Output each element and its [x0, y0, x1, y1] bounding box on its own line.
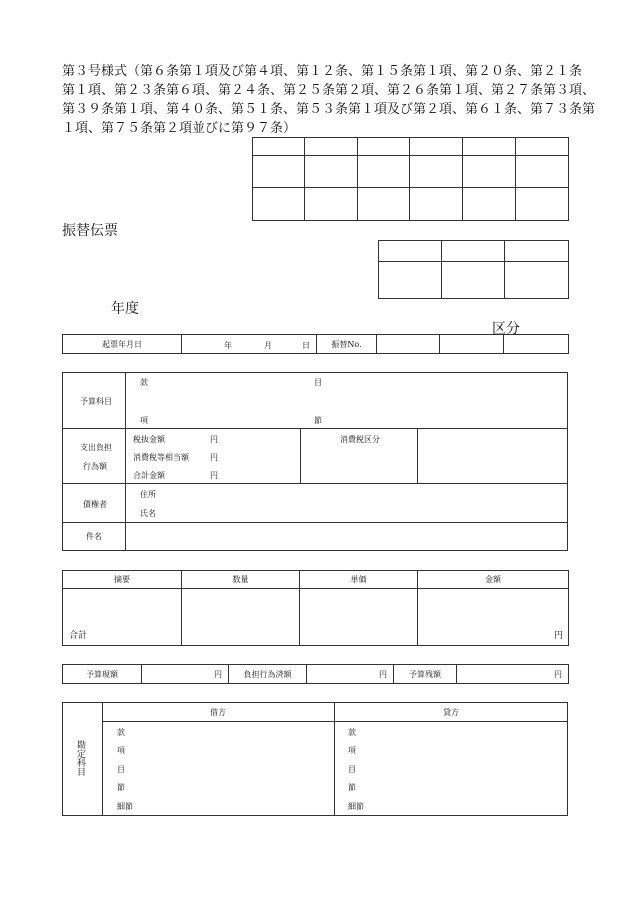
stamp-cell[interactable] — [442, 241, 505, 262]
budget-balance-row — [62, 664, 569, 684]
shimei-label: 氏名 — [140, 509, 156, 518]
debit-moku-label: 目 — [117, 765, 125, 774]
kanjo-section — [62, 702, 568, 816]
furikae-no-field[interactable] — [377, 335, 440, 354]
credit-kou-label: 項 — [348, 746, 356, 755]
date-month-unit: 月 — [264, 341, 272, 350]
stamp-cell[interactable] — [379, 262, 442, 299]
stamp-cell[interactable] — [410, 188, 463, 221]
header-line-4: １項、第７５条第２項並びに第９７条） — [62, 121, 297, 136]
stamp-cell[interactable] — [358, 156, 410, 188]
zei-kubun-label: 消費税区分 — [340, 435, 380, 444]
yen-unit: 円 — [553, 631, 563, 641]
stamp-cell[interactable] — [442, 262, 505, 299]
debit-kou-label: 項 — [117, 746, 125, 755]
date-day-unit: 日 — [302, 341, 310, 350]
header-line-1: 第３号様式（第６条第１項及び第４項、第１２条、第１５条第１項、第２０条、第２１条 — [62, 64, 583, 79]
tanka-cell[interactable] — [300, 589, 418, 646]
kan-label: 款 — [140, 378, 148, 387]
furikae-no-field[interactable] — [440, 335, 504, 354]
debit-setsu-label: 節 — [117, 783, 125, 792]
gokei-kingaku-label: 合計金額 — [133, 471, 165, 480]
credit-setsu-label: 節 — [348, 783, 356, 792]
stamp-cell[interactable] — [358, 138, 410, 156]
tekiyo-cell[interactable] — [63, 589, 182, 646]
furikae-no-label: 振替No. — [317, 335, 377, 354]
futan-zumi-field[interactable] — [307, 665, 394, 684]
debit-kan-label: 款 — [117, 728, 125, 737]
gokei-label: 合計 — [69, 631, 88, 641]
approval-stamp-grid — [252, 137, 569, 221]
stamp-cell[interactable] — [463, 188, 516, 221]
shishutsu-label-2: 行為額 — [83, 462, 107, 471]
stamp-cell[interactable] — [253, 188, 305, 221]
credit-kan-label: 款 — [348, 728, 356, 737]
yen-unit: 円 — [210, 453, 218, 462]
fiscal-year-label: 年度 — [111, 301, 139, 317]
credit-moku-label: 目 — [348, 765, 356, 774]
stamp-cell[interactable] — [410, 156, 463, 188]
stamp-cell[interactable] — [253, 156, 305, 188]
genzai-field[interactable] — [142, 665, 229, 684]
stamp-cell[interactable] — [516, 156, 569, 188]
yen-unit: 円 — [210, 471, 218, 480]
stamp-cell[interactable] — [516, 188, 569, 221]
items-table — [62, 570, 569, 646]
kou-label: 項 — [140, 416, 148, 425]
stamp-cell[interactable] — [505, 262, 569, 299]
kanjo-label: 勘定科目 — [75, 740, 85, 776]
zangaku-label: 予算残額 — [394, 665, 457, 684]
moku-label: 目 — [314, 378, 322, 387]
suryo-header: 数量 — [182, 571, 300, 589]
stamp-cell[interactable] — [253, 138, 305, 156]
tekiyo-header: 摘要 — [63, 571, 182, 589]
shishutsu-label-1: 支出負担 — [80, 443, 112, 452]
stamp-cell[interactable] — [505, 241, 569, 262]
stamp-cell[interactable] — [410, 138, 463, 156]
stamp-cell[interactable] — [463, 156, 516, 188]
genzai-label: 予算現額 — [63, 665, 142, 684]
header-line-2: 第１項、第２３条第６項、第２４条、第２５条第２項、第２６条第１項、第２７条第３項、 — [62, 83, 596, 98]
form-title: 振替伝票 — [62, 223, 118, 239]
yen-unit: 円 — [210, 435, 218, 444]
stamp-cell[interactable] — [358, 188, 410, 221]
stamp-cell[interactable] — [516, 138, 569, 156]
futan-zumi-label: 負担行為済額 — [229, 665, 307, 684]
issue-date-label: 起票年月日 — [63, 335, 182, 354]
header-line-3: 第３９条第１項、第４０条、第５１条、第５３条第１項及び第２項、第６１条、第７３条第 — [62, 102, 596, 117]
budget-kamoku-label: 予算科目 — [80, 397, 112, 406]
kashikata-header: 貸方 — [443, 708, 459, 717]
saikensha-label: 債権者 — [83, 500, 107, 509]
stamp-cell[interactable] — [305, 138, 358, 156]
stamp-cell[interactable] — [305, 188, 358, 221]
form-header — [62, 62, 596, 138]
setsu-label: 節 — [314, 416, 322, 425]
yen-unit: 円 — [554, 669, 562, 679]
kenmei-label: 件名 — [86, 532, 102, 541]
karikata-header: 借方 — [210, 708, 226, 717]
stamp-cell[interactable] — [305, 156, 358, 188]
kingaku-header: 金額 — [418, 571, 569, 589]
stamp-cell[interactable] — [379, 241, 442, 262]
credit-saisetsu-label: 細節 — [348, 802, 364, 811]
date-year-unit: 年 — [224, 341, 232, 350]
debit-saisetsu-label: 細節 — [117, 802, 133, 811]
kingaku-cell[interactable] — [418, 589, 569, 646]
kubun-label: 区分 — [492, 321, 520, 337]
issue-date-field[interactable] — [182, 335, 317, 354]
stamp-cell[interactable] — [463, 138, 516, 156]
jusho-label: 住所 — [140, 490, 156, 499]
zeinuki-label: 税抜金額 — [133, 435, 165, 444]
shohizei-label: 消費税等相当額 — [133, 453, 189, 462]
date-row — [62, 334, 569, 354]
tanka-header: 単価 — [300, 571, 418, 589]
furikae-no-field[interactable] — [504, 335, 569, 354]
zangaku-field[interactable] — [457, 665, 569, 684]
suryo-cell[interactable] — [182, 589, 300, 646]
secondary-stamp-grid — [378, 240, 569, 299]
yen-unit: 円 — [379, 669, 387, 679]
yen-unit: 円 — [214, 669, 222, 679]
